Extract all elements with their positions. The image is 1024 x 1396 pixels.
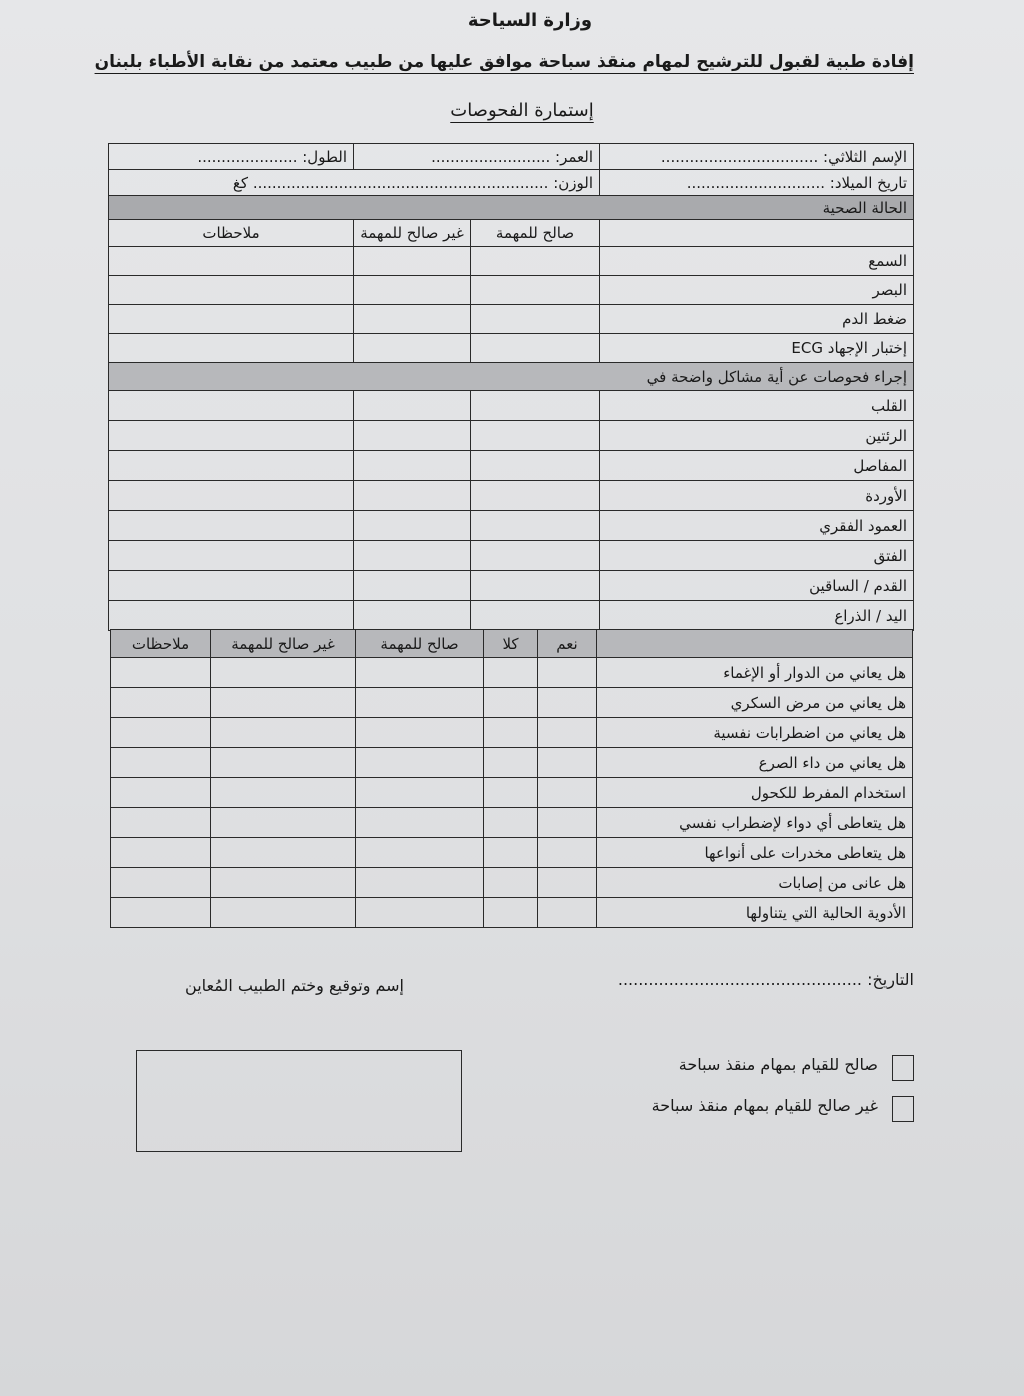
yes-cell[interactable] bbox=[538, 838, 597, 868]
fit-cell[interactable] bbox=[356, 718, 484, 748]
row-label: إختبار الإجهاد ECG bbox=[600, 334, 914, 363]
table-row bbox=[111, 868, 913, 898]
no-cell[interactable] bbox=[484, 748, 538, 778]
table-row bbox=[109, 451, 914, 481]
header-notes: ملاحظات bbox=[111, 630, 211, 658]
fit-cell[interactable] bbox=[356, 688, 484, 718]
table-row bbox=[109, 481, 914, 511]
row-label: هل يعاني من الدوار أو الإغماء bbox=[597, 658, 913, 688]
fit-checkbox[interactable] bbox=[892, 1055, 914, 1081]
table-row bbox=[109, 421, 914, 451]
unfit-cell[interactable] bbox=[354, 601, 471, 631]
fit-cell[interactable] bbox=[356, 868, 484, 898]
weight-field[interactable]: الوزن: .............................................................. كغ bbox=[109, 170, 600, 196]
row-label: القلب bbox=[600, 391, 914, 421]
notes-cell[interactable] bbox=[111, 808, 211, 838]
notes-cell[interactable] bbox=[109, 571, 354, 601]
unfit-cell[interactable] bbox=[211, 658, 356, 688]
date-field[interactable]: التاريخ: ................................................ bbox=[617, 970, 914, 989]
header-item bbox=[600, 220, 914, 247]
fit-cell[interactable] bbox=[471, 305, 600, 334]
no-cell[interactable] bbox=[484, 688, 538, 718]
notes-cell[interactable] bbox=[111, 778, 211, 808]
table-row bbox=[109, 541, 914, 571]
unfit-cell[interactable] bbox=[354, 481, 471, 511]
fit-cell[interactable] bbox=[471, 481, 600, 511]
unfit-cell[interactable] bbox=[354, 511, 471, 541]
row-label: هل يعاني من داء الصرع bbox=[597, 748, 913, 778]
notes-cell[interactable] bbox=[109, 511, 354, 541]
yes-cell[interactable] bbox=[538, 718, 597, 748]
unfit-cell[interactable] bbox=[211, 688, 356, 718]
health-section-title: الحالة الصحية bbox=[109, 196, 914, 220]
yes-cell[interactable] bbox=[538, 778, 597, 808]
header-unfit: غير صالح للمهمة bbox=[354, 220, 471, 247]
unfit-checkbox[interactable] bbox=[892, 1096, 914, 1122]
no-cell[interactable] bbox=[484, 658, 538, 688]
row-label: هل عانى من إصابات bbox=[597, 868, 913, 898]
form-subtitle: إفادة طبية لقبول للترشيح لمهام منقذ سباحة موافق عليها من طبيب معتمد من نقابة الأطباء بلبنان bbox=[94, 52, 914, 72]
row-label: العمود الفقري bbox=[600, 511, 914, 541]
notes-cell[interactable] bbox=[111, 898, 211, 928]
table-row bbox=[109, 391, 914, 421]
table-row bbox=[111, 718, 913, 748]
fit-cell[interactable] bbox=[471, 421, 600, 451]
doctor-signature-label: إسم وتوقيع وختم الطبيب المُعاين bbox=[185, 976, 404, 995]
exam-section-title: إجراء فحوصات عن أية مشاكل واضحة في bbox=[109, 363, 914, 391]
fit-cell[interactable] bbox=[471, 276, 600, 305]
notes-cell[interactable] bbox=[111, 688, 211, 718]
header-no: كلا bbox=[484, 630, 538, 658]
row-label: هل يعاني من اضطرابات نفسية bbox=[597, 718, 913, 748]
notes-cell[interactable] bbox=[109, 451, 354, 481]
unfit-cell[interactable] bbox=[211, 838, 356, 868]
fit-cell[interactable] bbox=[471, 571, 600, 601]
unfit-cell[interactable] bbox=[354, 391, 471, 421]
row-label: الرئتين bbox=[600, 421, 914, 451]
notes-cell[interactable] bbox=[109, 601, 354, 631]
notes-cell[interactable] bbox=[109, 421, 354, 451]
header-unfit: غير صالح للمهمة bbox=[211, 630, 356, 658]
unfit-cell[interactable] bbox=[354, 305, 471, 334]
table-row bbox=[111, 838, 913, 868]
unfit-cell[interactable] bbox=[354, 421, 471, 451]
table-row bbox=[111, 898, 913, 928]
fit-cell[interactable] bbox=[356, 778, 484, 808]
header-fit: صالح للمهمة bbox=[356, 630, 484, 658]
unfit-cell[interactable] bbox=[211, 868, 356, 898]
row-label: هل يتعاطى مخدرات على أنواعها bbox=[597, 838, 913, 868]
table-row bbox=[109, 571, 914, 601]
table-row bbox=[109, 511, 914, 541]
fit-cell[interactable] bbox=[356, 808, 484, 838]
exam-table bbox=[108, 143, 914, 631]
table-row bbox=[111, 658, 913, 688]
table-row bbox=[109, 601, 914, 631]
fit-cell[interactable] bbox=[356, 898, 484, 928]
row-label: هل يعاني من مرض السكري bbox=[597, 688, 913, 718]
yes-cell[interactable] bbox=[538, 748, 597, 778]
notes-cell[interactable] bbox=[109, 276, 354, 305]
row-label: ضغط الدم bbox=[600, 305, 914, 334]
notes-cell[interactable] bbox=[109, 247, 354, 276]
ministry-title: وزارة السياحة bbox=[467, 10, 593, 31]
yes-cell[interactable] bbox=[538, 688, 597, 718]
row-label: الفتق bbox=[600, 541, 914, 571]
unfit-cell[interactable] bbox=[354, 541, 471, 571]
unfit-cell[interactable] bbox=[354, 334, 471, 363]
fit-cell[interactable] bbox=[356, 838, 484, 868]
table-row bbox=[109, 276, 914, 305]
header-yes: نعم bbox=[538, 630, 597, 658]
fit-cell[interactable] bbox=[356, 658, 484, 688]
no-cell[interactable] bbox=[484, 718, 538, 748]
age-field[interactable]: العمر: ......................... bbox=[354, 144, 600, 170]
yes-cell[interactable] bbox=[538, 868, 597, 898]
table-row bbox=[111, 778, 913, 808]
full-name-field[interactable]: الإسم الثلاثي: ................................. bbox=[600, 144, 914, 170]
row-label: اليد / الذراع bbox=[600, 601, 914, 631]
form-title: إستمارة الفحوصات bbox=[450, 100, 594, 121]
height-field[interactable]: الطول: ..................... bbox=[109, 144, 354, 170]
yes-cell[interactable] bbox=[538, 808, 597, 838]
fit-cell[interactable] bbox=[471, 247, 600, 276]
row-label: هل يتعاطى أي دواء لإضطراب نفسي bbox=[597, 808, 913, 838]
unfit-cell[interactable] bbox=[354, 247, 471, 276]
unfit-cell[interactable] bbox=[354, 571, 471, 601]
unfit-option-label: غير صالح للقيام بمهام منقذ سباحة bbox=[651, 1096, 878, 1115]
fit-cell[interactable] bbox=[471, 334, 600, 363]
notes-cell[interactable] bbox=[109, 334, 354, 363]
row-label: الأدوية الحالية التي يتناولها bbox=[597, 898, 913, 928]
yes-cell[interactable] bbox=[538, 658, 597, 688]
row-label: البصر bbox=[600, 276, 914, 305]
notes-cell[interactable] bbox=[111, 838, 211, 868]
signature-stamp-box[interactable] bbox=[136, 1050, 462, 1152]
notes-cell[interactable] bbox=[111, 868, 211, 898]
table-row bbox=[109, 247, 914, 276]
yes-cell[interactable] bbox=[538, 898, 597, 928]
unfit-cell[interactable] bbox=[211, 898, 356, 928]
birth-date-field[interactable]: تاريخ الميلاد: ............................. bbox=[600, 170, 914, 196]
notes-cell[interactable] bbox=[111, 718, 211, 748]
fit-option-label: صالح للقيام بمهام منقذ سباحة bbox=[678, 1055, 878, 1074]
row-label: استخدام المفرط للكحول bbox=[597, 778, 913, 808]
fit-cell[interactable] bbox=[471, 601, 600, 631]
notes-cell[interactable] bbox=[111, 748, 211, 778]
header-question bbox=[597, 630, 913, 658]
fit-cell[interactable] bbox=[471, 541, 600, 571]
unfit-cell[interactable] bbox=[211, 808, 356, 838]
header-notes: ملاحظات bbox=[109, 220, 354, 247]
unfit-cell[interactable] bbox=[354, 276, 471, 305]
table-row bbox=[109, 305, 914, 334]
fit-cell[interactable] bbox=[471, 391, 600, 421]
no-cell[interactable] bbox=[484, 778, 538, 808]
table-row bbox=[111, 808, 913, 838]
notes-cell[interactable] bbox=[109, 541, 354, 571]
unfit-cell[interactable] bbox=[211, 748, 356, 778]
fit-cell[interactable] bbox=[471, 511, 600, 541]
no-cell[interactable] bbox=[484, 898, 538, 928]
history-table bbox=[110, 629, 913, 928]
no-cell[interactable] bbox=[484, 868, 538, 898]
table-row bbox=[109, 334, 914, 363]
no-cell[interactable] bbox=[484, 838, 538, 868]
row-label: السمع bbox=[600, 247, 914, 276]
row-label: القدم / الساقين bbox=[600, 571, 914, 601]
row-label: المفاصل bbox=[600, 451, 914, 481]
table-row bbox=[111, 748, 913, 778]
notes-cell[interactable] bbox=[109, 305, 354, 334]
fit-cell[interactable] bbox=[471, 451, 600, 481]
notes-cell[interactable] bbox=[111, 658, 211, 688]
unfit-cell[interactable] bbox=[211, 778, 356, 808]
unfit-cell[interactable] bbox=[354, 451, 471, 481]
notes-cell[interactable] bbox=[109, 391, 354, 421]
no-cell[interactable] bbox=[484, 808, 538, 838]
notes-cell[interactable] bbox=[109, 481, 354, 511]
table-row bbox=[111, 688, 913, 718]
row-label: الأوردة bbox=[600, 481, 914, 511]
unfit-cell[interactable] bbox=[211, 718, 356, 748]
fit-cell[interactable] bbox=[356, 748, 484, 778]
header-fit: صالح للمهمة bbox=[471, 220, 600, 247]
